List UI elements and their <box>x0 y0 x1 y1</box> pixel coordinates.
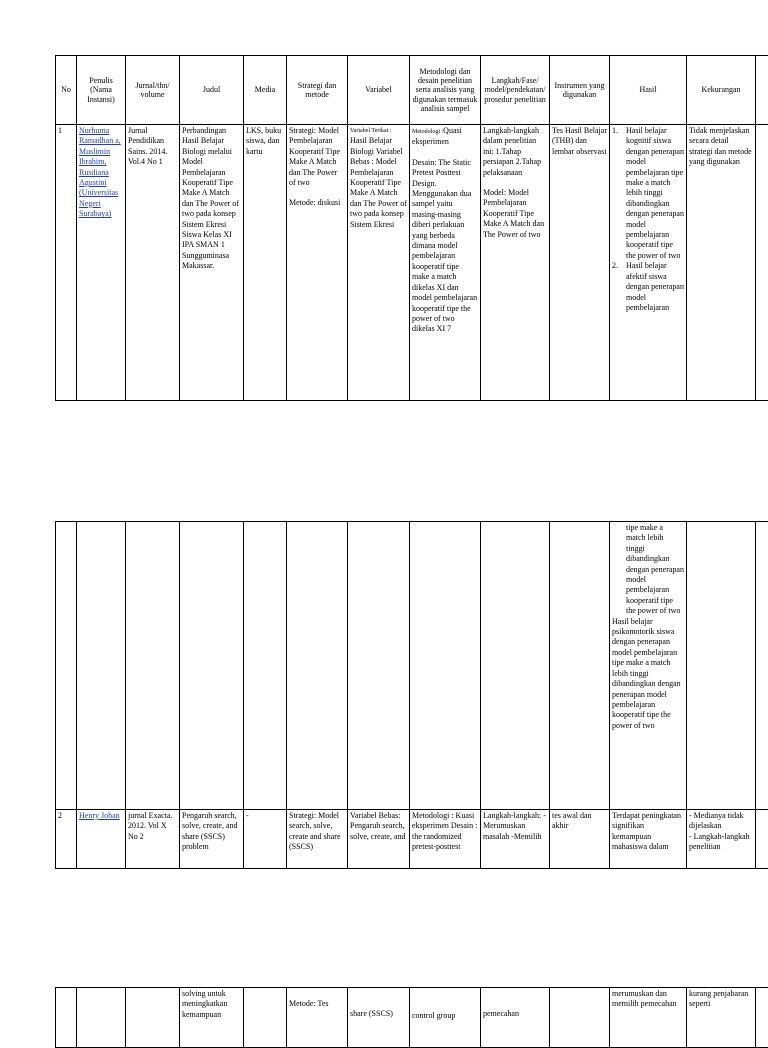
row1-langkah-model: Model: Model Pembelajaran Kooperatif Tipe Make A Match dan The Power of two <box>483 188 547 240</box>
row1-langkah-steps: Langkah-langkah dalam penelitian ini: 1.Tahap persiapan 2.Tahap pelaksanaan <box>483 126 547 178</box>
row2-judul: Pengaruh search, solve, create, and share (SSCS) problem <box>180 810 244 869</box>
row1-metodologi-desain: Desain: The Static Pretest Posttest Design. Menggunakan dua sampel yaitu masing-masing diberi perlakuan yang berbeda dimana model pembelajaran kooperatif tipe make a match dikelas XI dan model pembelajaran kooperatif tipe the power of two dikelas XI 7 <box>412 158 478 335</box>
row2-langkah: Langkah-langkah: -Merumuskan masalah -Memilih <box>481 810 550 869</box>
row1-metodologi <box>410 125 481 401</box>
row2-strategi: Strategi: Model search, solve, create and share (SSCS) <box>287 810 348 869</box>
table-row <box>56 522 768 810</box>
row2-strategi-continued: Metode: Tes <box>287 988 348 1048</box>
header-row <box>56 56 768 125</box>
row2-kekurangan-continued: kurang penjabaran seperti <box>687 988 756 1048</box>
table-row <box>56 988 768 1048</box>
row1-variabel <box>348 125 410 401</box>
header-instrumen: Instrumen yang digunakan <box>550 56 610 125</box>
row1-kekurangan: Tidak menjelaskan secara detail strategi dan metode yang digunakan <box>687 125 756 401</box>
row2-kekurangan <box>687 810 756 869</box>
row1-metodologi-type: Quasi eksperimen <box>412 126 462 146</box>
row2-extra <box>756 810 768 869</box>
row1-hasil <box>610 125 687 401</box>
row2-hasil-continued: merumuskan dan memilih pemecahan <box>610 988 687 1048</box>
row2-instrumen: tes awal dan akhir <box>550 810 610 869</box>
header-jurnal: Jurnal/thn/ volume <box>126 56 180 125</box>
row2-no: 2 <box>56 810 77 869</box>
row2-penulis[interactable] <box>77 810 126 869</box>
row2-variabel: Variabel Bebas: Pengaruh search, solve, create, and <box>348 810 410 869</box>
author-link[interactable]: Nurhuma Ramadhan a, Muslimin Ibrahim, Rusdiana Agustini (Universitas Negeri Surabaya) <box>79 126 121 218</box>
row2-metodologi: Metodologi : Kuasi eksperimen Desain : the randomized pretest-posttest <box>410 810 481 869</box>
row2-jurnal: jurnal Exacta. 2012. Vol X No 2 <box>126 810 180 869</box>
row1-strategi-metode: Metode: diskusi <box>289 198 345 208</box>
row1-hasil-psikomotorik: Hasil belajar psikomotorik siswa dengan penerapan model pembelajaran tipe make a match lebih tinggi dibandingkan dengan penerapan model pembelajaran kooperatif tipe the power of two <box>612 617 684 731</box>
row1-variabel-label: Variabel Terikat : <box>350 126 407 136</box>
list-item: 2. Hasil belajar afektif siswa dengan penerapan model pembelajaran <box>612 261 684 313</box>
header-kekurangan: Kekurangan <box>687 56 756 125</box>
row1-jurnal: Jurnal Pendidikan Sains. 2014. Vol.4 No 1 <box>126 125 180 401</box>
row1-no: 1 <box>56 125 77 401</box>
row1-hasil-indent: tipe make a match lebih tinggi dibandingkan dengan penerapan model pembelajaran kooperatif tipe the power of two <box>612 523 684 617</box>
row2-variabel-continued: share (SSCS) <box>348 988 410 1048</box>
literature-table-bottom-block <box>55 987 768 1048</box>
row1-langkah <box>481 125 550 401</box>
header-metodologi: Metodologi dan desain penelitian serta analisis yang digunakan termasuk analisis sampel <box>410 56 481 125</box>
row1-instrumen: Tes Hasil Belajar (THB) dan lembar observasi <box>550 125 610 401</box>
list-item: 1. Hasil belajar kognitif siswa dengan penerapan model pembelajaran tipe make a match lebih tinggi dibandingkan dengan penerapan model pembelajaran kooperatif tipe the power of two <box>612 126 684 261</box>
header-extra <box>756 56 768 125</box>
row1-hasil-list <box>612 126 684 313</box>
row1-hasil-continued <box>610 522 687 810</box>
row2-metodologi-continued: control group <box>410 988 481 1048</box>
literature-table-header-block <box>55 55 768 401</box>
literature-table-continuation-block <box>55 521 768 869</box>
row1-penulis[interactable] <box>77 125 126 401</box>
row2-media: - <box>244 810 287 869</box>
header-media: Media <box>244 56 287 125</box>
row1-metodologi-label: Metodologi : <box>412 129 443 135</box>
row2-kekurangan-1: - Medianya tidak dijelaskan <box>689 811 753 832</box>
header-no: No <box>56 56 77 125</box>
header-penulis: Penulis (Nama Instansi) <box>77 56 126 125</box>
header-hasil: Hasil <box>610 56 687 125</box>
row1-extra <box>756 125 768 401</box>
row1-strategi <box>287 125 348 401</box>
header-strategi: Strategi dan metode <box>287 56 348 125</box>
row1-media: LKS, buku siswa, dan kartu <box>244 125 287 401</box>
header-langkah: Langkah/Fase/ model/pendekatan/prosedur penelitian <box>481 56 550 125</box>
header-variabel: Variabel <box>348 56 410 125</box>
row2-judul-continued: solving untuk meningkatkan kemampuan <box>180 988 244 1048</box>
author-link[interactable]: Henry Johan <box>79 811 120 820</box>
row1-strategi-model: Strategi: Model Pembelajaran Kooperatif Tipe Make A Match dan The Power of two <box>289 126 345 188</box>
row2-kekurangan-2: - Langkah-langkah penelitian <box>689 832 753 853</box>
row2-langkah-continued: pemecahan <box>481 988 550 1048</box>
row2-hasil: Terdapat peningkatan signifikan kemampuan mahasiswa dalam <box>610 810 687 869</box>
row1-variabel-text: Hasil Belajar Biologi Variabel Bebas : Model Pembelajaran Kooperatif Tipe Make A Match dan The Power of two pada konsep Sistem Ekresi <box>350 136 407 230</box>
table-row <box>56 125 768 401</box>
header-judul: Judul <box>180 56 244 125</box>
row1-judul: Perbandingan Hasil Belajar Biologi melalui Model Pembelajaran Kooperatif Tipe Make A Match dan The Power of two pada konsep Sistem Ekresi Siswa Kelas XI IPA SMAN 1 Sungguminasa Makassar. <box>180 125 244 401</box>
table-row <box>56 810 768 869</box>
